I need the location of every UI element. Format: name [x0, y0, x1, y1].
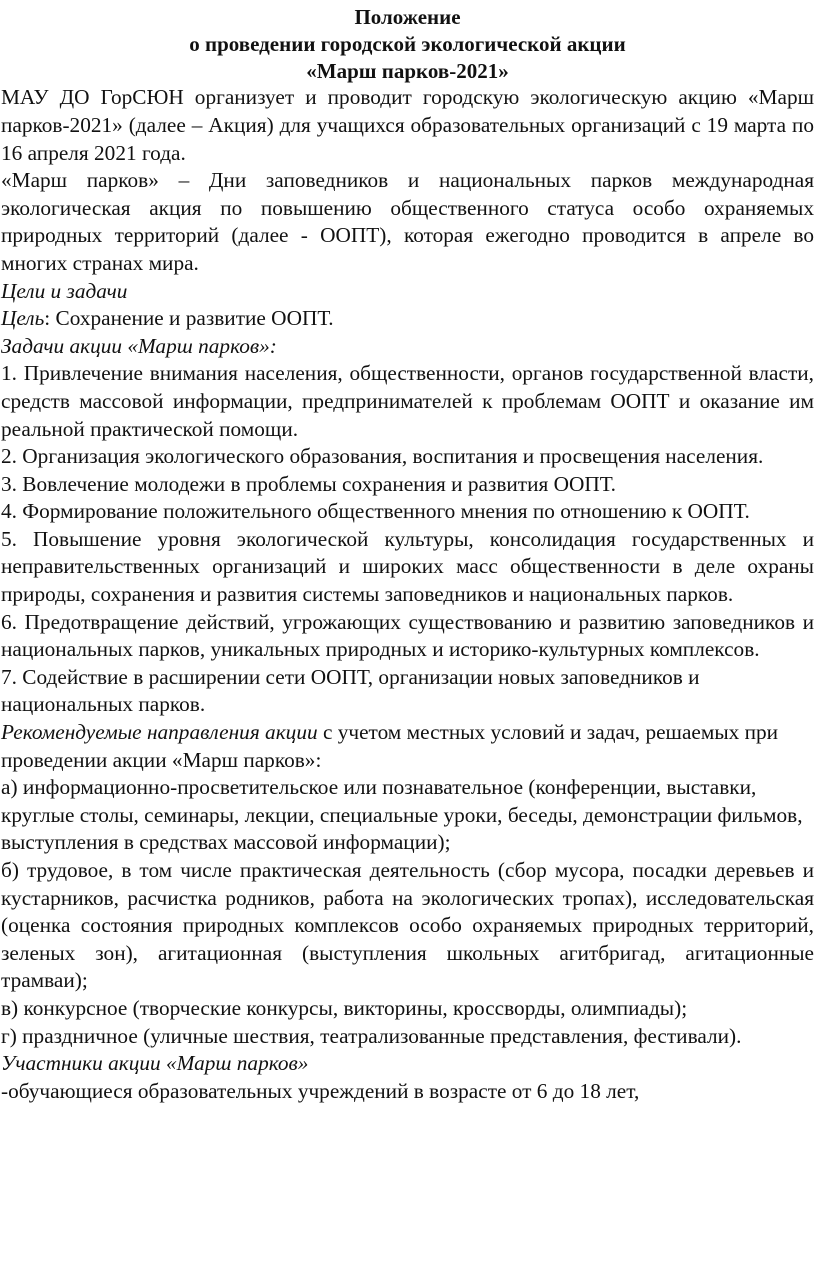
title-line-2: о проведении городской экологической акции: [189, 31, 626, 56]
directions-label: Рекомендуемые направления акции: [1, 720, 318, 745]
intro-paragraph: МАУ ДО ГорСЮН организует и проводит городскую экологическую акцию «Марш парков-2021» (далее – Акция) для учащихся образовательных организаций с 19 марта по 16 апреля 2021 года.: [1, 85, 814, 165]
participants-line: -обучающиеся образовательных учреждений в возрасте от 6 до 18 лет,: [1, 1078, 640, 1103]
goals-heading: Цели и задачи: [1, 278, 128, 303]
directions-text: с учетом местных условий и задач, решаемых при проведении акции «Марш парков»:: [1, 720, 779, 772]
direction-item-a: а) информационно-просветительское или познавательное (конференции, выставки, круглые столы, семинары, лекции, специальные уроки, беседы, демонстрации фильмов, выступления в средствах массовой информации);: [1, 775, 803, 855]
direction-item-d: г) праздничное (уличные шествия, театрализованные представления, фестивали).: [1, 1023, 742, 1048]
task-item-2: 2. Организация экологического образования, воспитания и просвещения населения.: [1, 444, 764, 469]
task-item-6: 6. Предотвращение действий, угрожающих существованию и развитию заповедников и национальных парков, уникальных природных и историко-культурных комплексов.: [1, 609, 814, 662]
directions-paragraph: [1, 719, 814, 774]
task-item-7: 7. Содействие в расширении сети ООПТ, организации новых заповедников и национальных парков.: [1, 664, 700, 717]
definition-paragraph: «Марш парков» – Дни заповедников и национальных парков международная экологическая акция по повышению общественного статуса особо охраняемых природных территорий (далее - ООПТ), которая ежегодно проводится в апреле во многих странах мира.: [1, 168, 814, 275]
title-line-1: Положение: [354, 5, 461, 29]
goal-text: : Сохранение и развитие ООПТ.: [44, 306, 334, 331]
title-line-3: «Марш парков-2021»: [306, 58, 509, 83]
goal-label: Цель: [1, 306, 45, 331]
task-item-5: 5. Повышение уровня экологической культуры, консолидация государственных и неправительственных организаций и широких масс общественности в деле охраны природы, сохранения и развития системы заповедников и национальных парков.: [1, 526, 814, 607]
task-item-1: 1. Привлечение внимания населения, общественности, органов государственной власти, средств массовой информации, предпринимателей к проблемам ООПТ и оказание им реальной практической помощи.: [1, 361, 814, 441]
participants-heading: Участники акции «Марш парков»: [1, 1051, 309, 1076]
task-item-4: 4. Формирование положительного общественного мнения по отношению к ООПТ.: [1, 499, 750, 524]
goal-paragraph: [1, 305, 814, 333]
direction-item-c: в) конкурсное (творческие конкурсы, викторины, кроссворды, олимпиады);: [1, 995, 688, 1020]
direction-item-b: б) трудовое, в том числе практическая деятельность (сбор мусора, посадки деревьев и кустарников, расчистка родников, работа на экологических тропах), исследовательская (оценка состояния природных комплексов особо охраняемых природных территорий, зеленых зон), агитационная (выступления школьных агитбригад, агитационные трамваи);: [1, 858, 814, 993]
task-item-3: 3. Вовлечение молодежи в проблемы сохранения и развития ООПТ.: [1, 471, 616, 496]
tasks-heading: Задачи акции «Марш парков»:: [1, 333, 277, 358]
